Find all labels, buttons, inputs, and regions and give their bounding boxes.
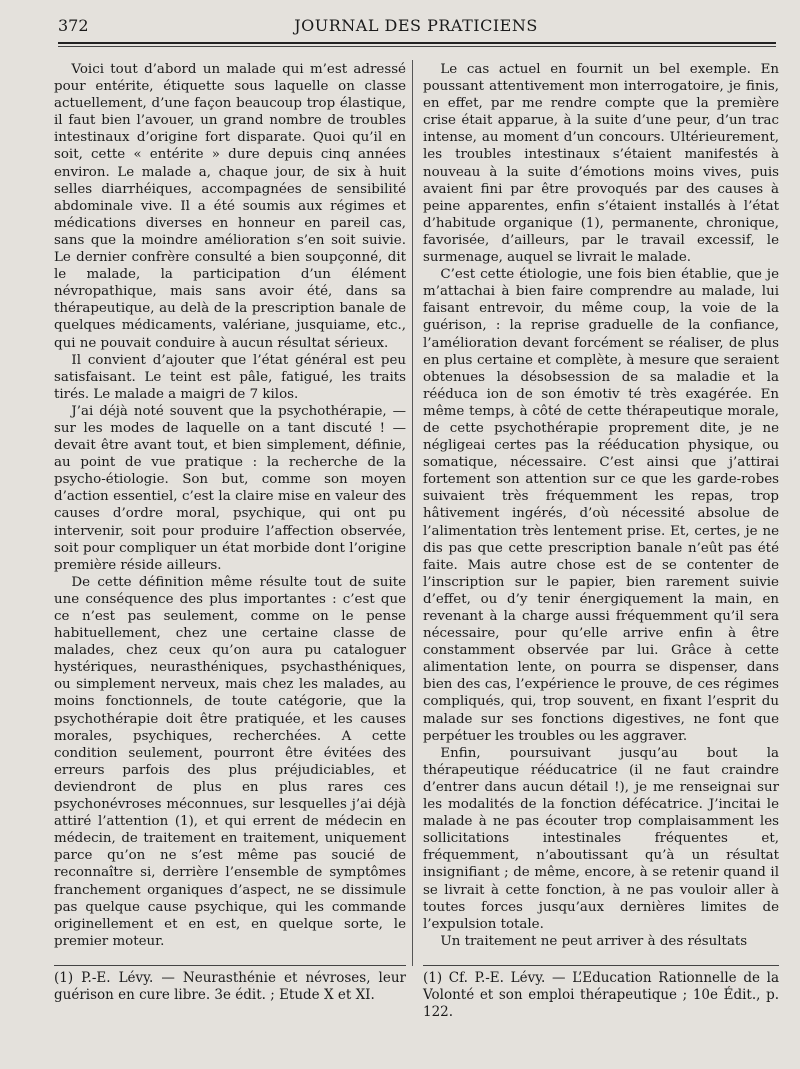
paragraph: Il convient d’ajouter que l’état général est peu satisfaisant. Le teint est pâle, fatigué, les traits tirés. Le malade a maigri de 7 kilos. — [54, 352, 406, 402]
paragraph: C’est cette étiologie, une fois bien établie, que je m’attachai à bien faire comprendre au malade, lui faisant entrevoir, du même coup, la voie de la guérison, : la reprise graduelle de la confiance, l’amélioration devant forcément se réaliser, de plus en plus certaine et complète, à mesure que seraient obtenues la désobsession de sa maladie et la rééduca ion de son émotiv té très exagérée. En même temps, à côté de cette thérapeutique morale, de cette psychothérapie proprement dite, je ne négligeai certes pas la rééducation physique, ou somatique, nécessaire. C’est ainsi que j’attirai fortement son attention sur ce que les garde-robes suivaient très fréquemment les repas, trop hâtivement ingérés, d’où nécessité absolue de l’alimentation très lentement prise. Et, certes, je ne dis pas que cette prescription banale n’eût pas été faite. Mais autre chose est de se contenter de l’inscription sur le papier, bien rarement suivie d’effet, ou d’y tenir énergiquement la main, en revenant à la charge aussi fréquemment qu’il sera nécessaire, pour qu’elle arrive enfin à être constamment observée par lui. Grâce à cette alimentation lente, on pourra se dispenser, dans bien des cas, l’expérience le prouve, de ces régimes compliqués, qui, trop souvent, en fixant l’esprit du malade sur ses fonctions digestives, ne font que perpétuer les troubles ou les aggraver. — [423, 267, 779, 744]
paragraph: Enfin, poursuivant jusqu’au bout la thérapeutique rééducatrice (il ne faut craindre d’entrer dans aucun détail !), je me renseignai sur les modalités de la fonction défécatrice. J’incitai le malade à ne pas écouter trop complaisamment les sollicitations intestinales fréquentes et, fréquemment, n’aboutissant qu’à un résultat insignifiant ; de même, encore, à se retenir quand il se livrait à cette fonction, à ne pas vouloir aller à toutes forces jusqu’aux dernières limites de l’expulsion totale. — [423, 745, 779, 932]
footnote-rule-left — [54, 965, 406, 966]
column-divider — [412, 60, 413, 966]
page-number: 372 — [58, 16, 89, 35]
paragraph: Voici tout d’abord un malade qui m’est adressé pour entérite, étiquette sous laquelle on classe actuellement, d’une façon beaucoup trop élastique, il faut bien l’avouer, un grand nombre de troubles intestinaux d’origine fort disparate. Quoi qu’il en soit, cette « entérite » dure depuis cinq années environ. Le malade a, chaque jour, de six à huit selles diarrhéiques, accompagnées de sensibilité abdominale vive. Il a été soumis aux régimes et médications diverses en honneur en pareil cas, sans que la moindre amélioration s’en soit suivie. Le dernier confrère consulté a bien soupçonné, dit le malade, la participation d’un élément névropathique, mais sans avoir été, dans sa thérapeutique, au delà de la prescription banale de quelques médicaments, valériane, jusquiame, etc., qui ne pouvait conduire à aucun résultat sérieux. — [54, 62, 406, 351]
header-rule-thin — [58, 46, 776, 47]
paragraph: De cette définition même résulte tout de suite une conséquence des plus importantes : c’est que ce n’est pas seulement, comme on le pense habituellement, chez une certaine classe de malades, chez ceux qu’on aura pu cataloguer hystériques, neurasthéniques, psychasthéniques, ou simplement nerveux, mais chez les malades, au moins fonctionnels, de toute catégorie, que la psychothérapie doit être pratiquée, et les causes morales, psychiques, recherchées. A cette condition seulement, pourront être évitées des erreurs parfois des plus préjudiciables, et deviendront de plus en plus rares ces psychonévroses méconnues, sur lesquelles j’ai déjà attiré l’attention (1), et qui errent de médecin en médecin, de traitement en traitement, uniquement parce qu’on ne s’est même pas soucié de reconnaître si, derrière l’ensemble de symptômes franchement organiques d’aspect, ne se dissimule pas quelque cause psychique, qui les commande originellement et en est, en quelque sorte, le premier moteur. — [54, 574, 406, 949]
journal-title: JOURNAL DES PRATICIENS — [294, 16, 538, 35]
paragraph: J’ai déjà noté souvent que la psychothérapie, — sur les modes de laquelle on a tant discuté ! — devait être avant tout, et bien simplement, définie, au point de vue pratique : la recherche de la psycho-étiologie. Son but, comme son moyen d’action essentiel, c’est la claire mise en valeur des causes d’ordre moral, psychique, qui ont pu intervenir, soit pour produire l’affection observée, soit pour compliquer un état morbide dont l’origine première réside ailleurs. — [54, 403, 406, 573]
paragraph: Un traitement ne peut arriver à des résultats — [440, 933, 748, 949]
right-column — [423, 61, 779, 950]
paragraph: Le cas actuel en fournit un bel exemple. En poussant attentivement mon interrogatoire, je finis, en effet, par me rendre compte que la première crise était apparue, à la suite d’une peur, d’un trac intense, au moment d’un concours. Ultérieurement, les troubles intestinaux s’étaient manifestés à nouveau à la suite d’émotions moins vives, puis avaient fini par être provoqués par des causes à peine apparentes, enfin s’étaient installés à l’état d’habitude organique (1), permanente, chronique, favorisée, d’ailleurs, par le travail excessif, le surmenage, auquel se livrait le malade. — [423, 62, 779, 266]
left-column — [54, 61, 406, 950]
footnote-left: (1) P.-E. Lévy. — Neurasthénie et névroses, leur guérison en cure libre. 3e édit. ; Etude X et XI. — [54, 970, 406, 1003]
footnote-rule-right — [423, 965, 779, 966]
footnote-right: (1) Cf. P.-E. Lévy. — L’Education Rationnelle de la Volonté et son emploi thérapeutique ; 10e Édit., p. 122. — [423, 970, 779, 1020]
header-rule-thick — [58, 42, 776, 44]
